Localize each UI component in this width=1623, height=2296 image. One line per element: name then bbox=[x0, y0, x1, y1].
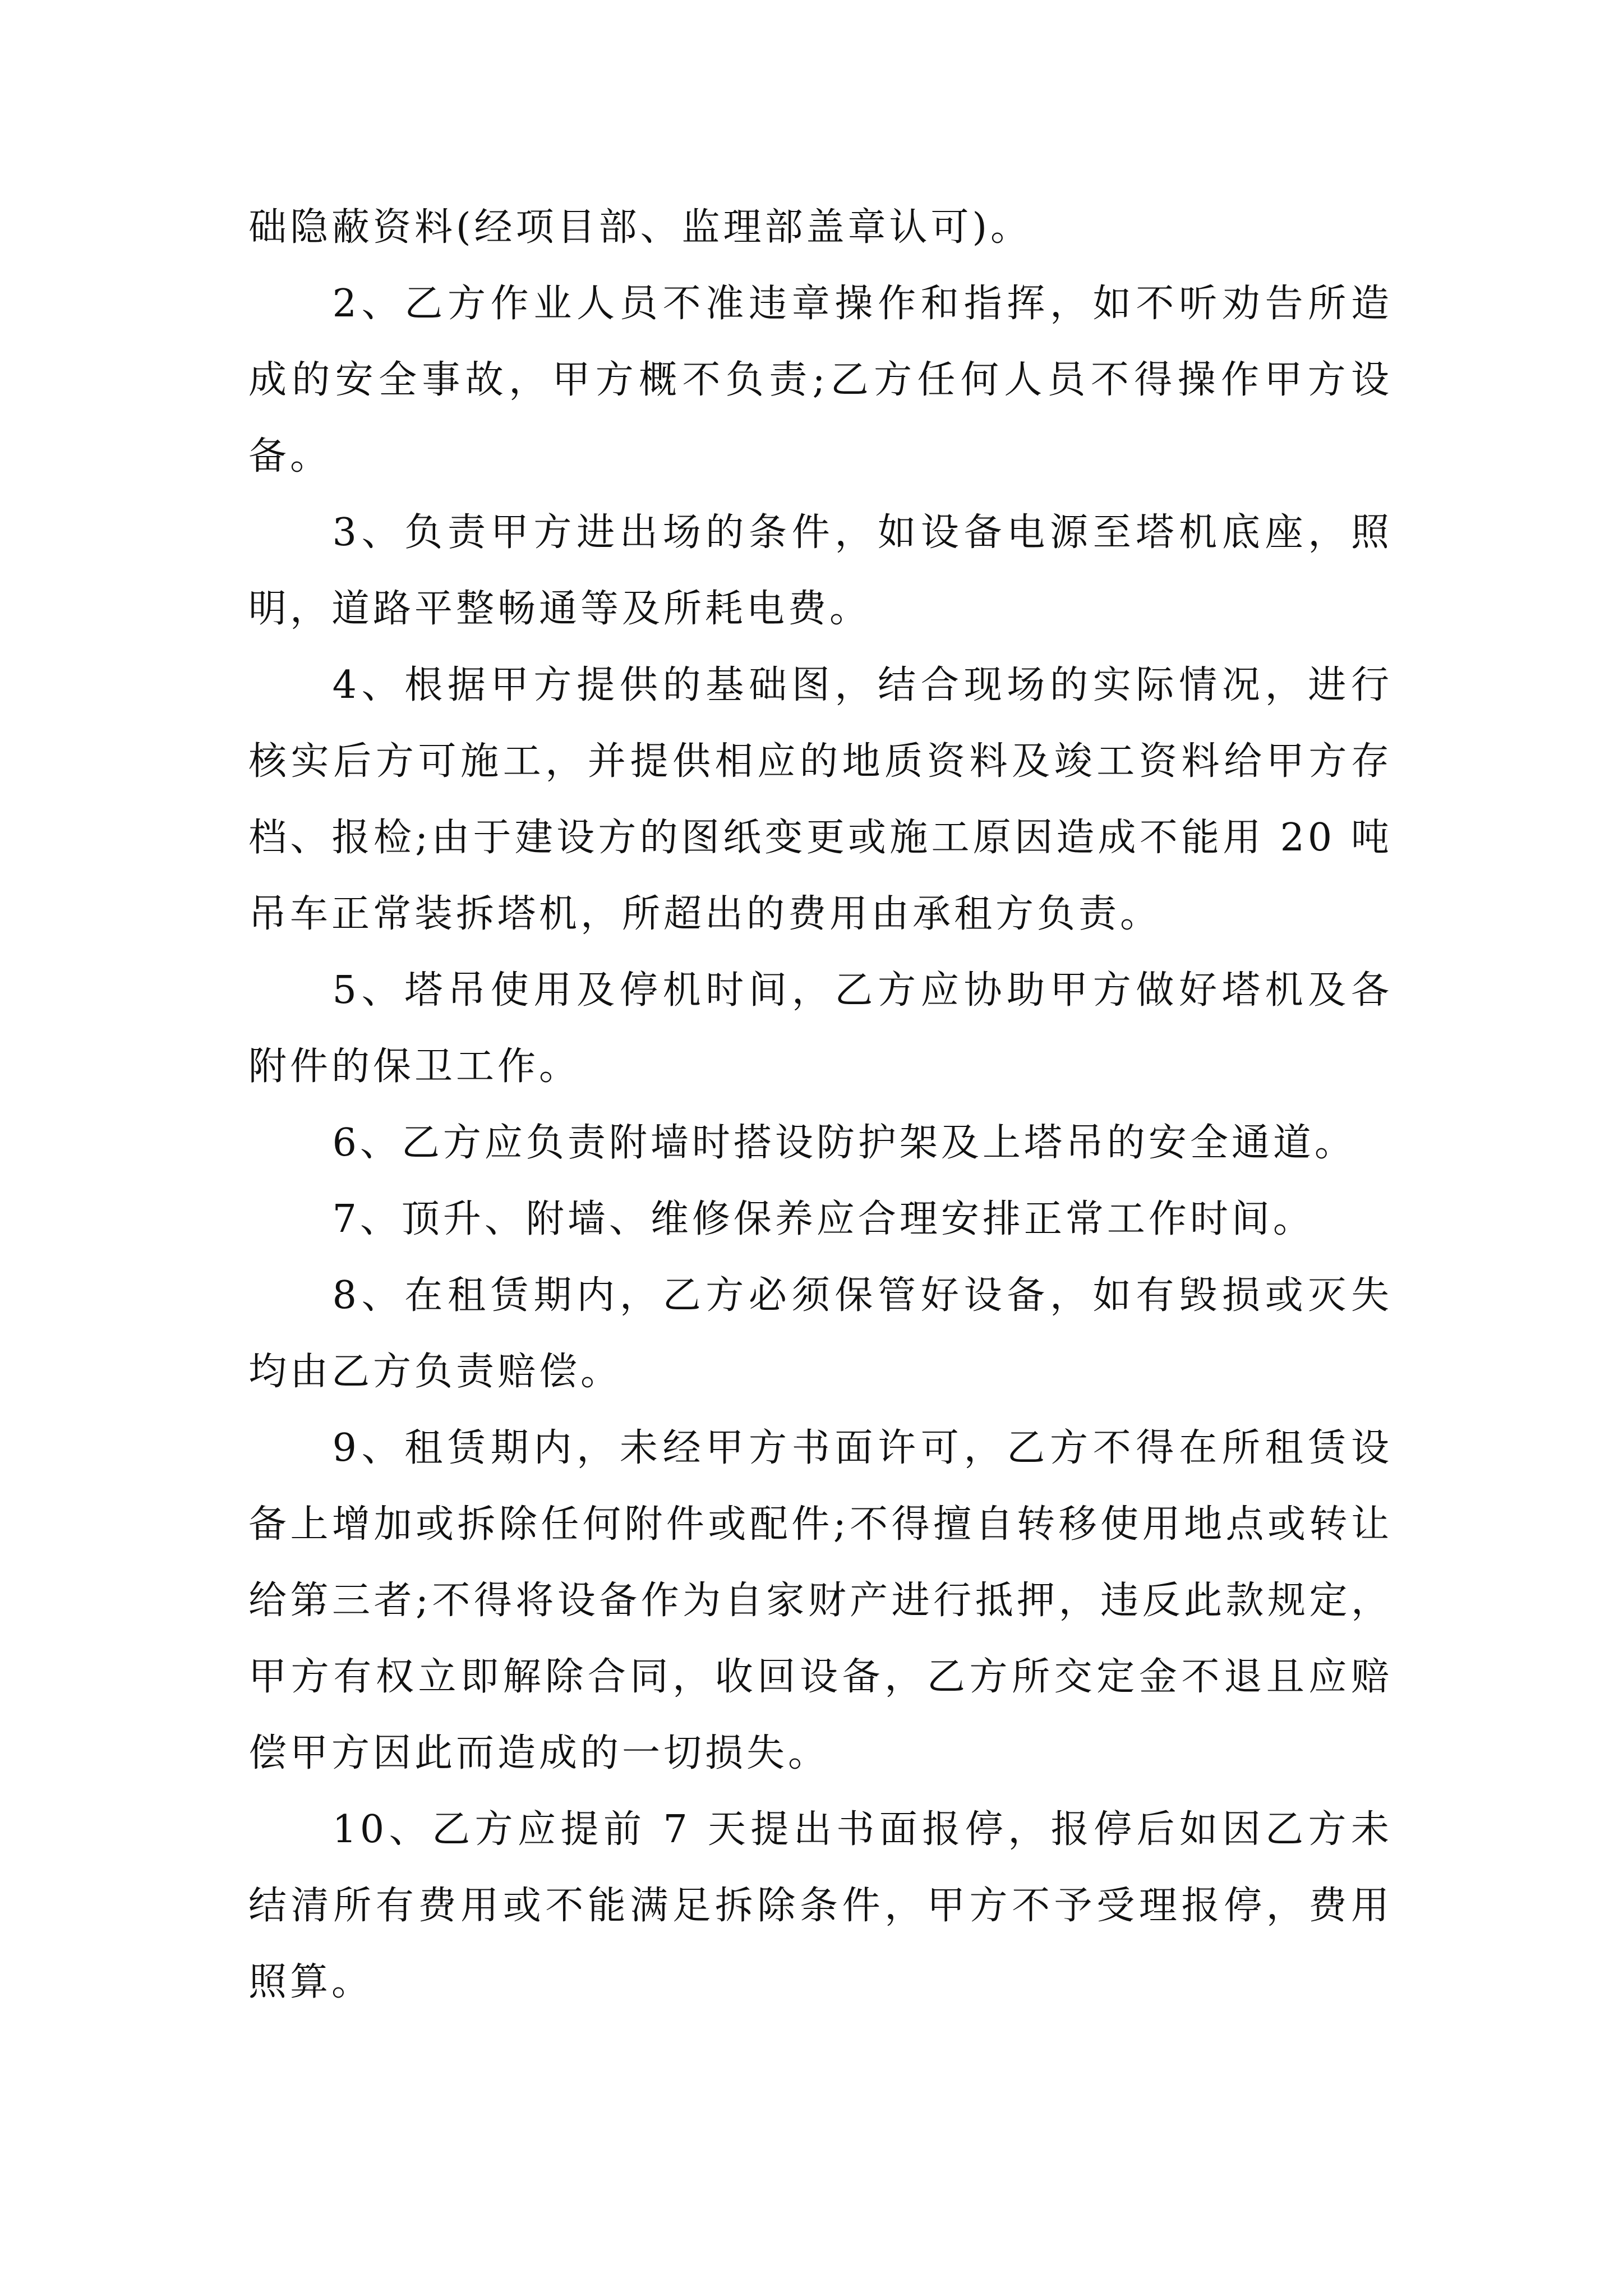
paragraph-6: 6、乙方应负责附墙时搭设防护架及上塔吊的安全通道。 bbox=[332, 1121, 1356, 1165]
paragraph-10: 10、乙方应提前 7 天提出书面报停，报停后如因乙方未结清所有费用或不能满足拆除条件，甲方不予受理报停，费用照算。 bbox=[248, 1807, 1393, 2004]
paragraph-4: 4、根据甲方提供的基础图，结合现场的实际情况，进行核实后方可施工，并提供相应的地质资料及竣工资料给甲方存档、报检;由于建设方的图纸变更或施工原因造成不能用 20 吨吊车正常装拆塔机，所超出的费用由承租方负责。 bbox=[248, 663, 1393, 936]
paragraph-5: 5、塔吊使用及停机时间，乙方应协助甲方做好塔机及各附件的保卫工作。 bbox=[248, 968, 1393, 1089]
paragraph-8: 8、在租赁期内，乙方必须保管好设备，如有毁损或灭失均由乙方负责赔偿。 bbox=[248, 1273, 1393, 1394]
paragraph-3: 3、负责甲方进出场的条件，如设备电源至塔机底座，照明，道路平整畅通等及所耗电费。 bbox=[248, 510, 1393, 631]
paragraph-1: 础隐蔽资料(经项目部、监理部盖章认可)。 bbox=[248, 205, 1032, 250]
document-body bbox=[248, 190, 1393, 2021]
paragraph-9: 9、租赁期内，未经甲方书面许可，乙方不得在所租赁设备上增加或拆除任何附件或配件;不得擅自转移使用地点或转让给第三者;不得将设备作为自家财产进行抵押，违反此款规定，甲方有权立即解除合同，收回设备，乙方所交定金不退且应赔偿甲方因此而造成的一切损失。 bbox=[248, 1426, 1393, 1775]
paragraph-7: 7、顶升、附墙、维修保养应合理安排正常工作时间。 bbox=[332, 1197, 1315, 1241]
paragraph-2: 2、乙方作业人员不准违章操作和指挥，如不听劝告所造成的安全事故，甲方概不负责;乙方任何人员不得操作甲方设备。 bbox=[248, 282, 1393, 478]
